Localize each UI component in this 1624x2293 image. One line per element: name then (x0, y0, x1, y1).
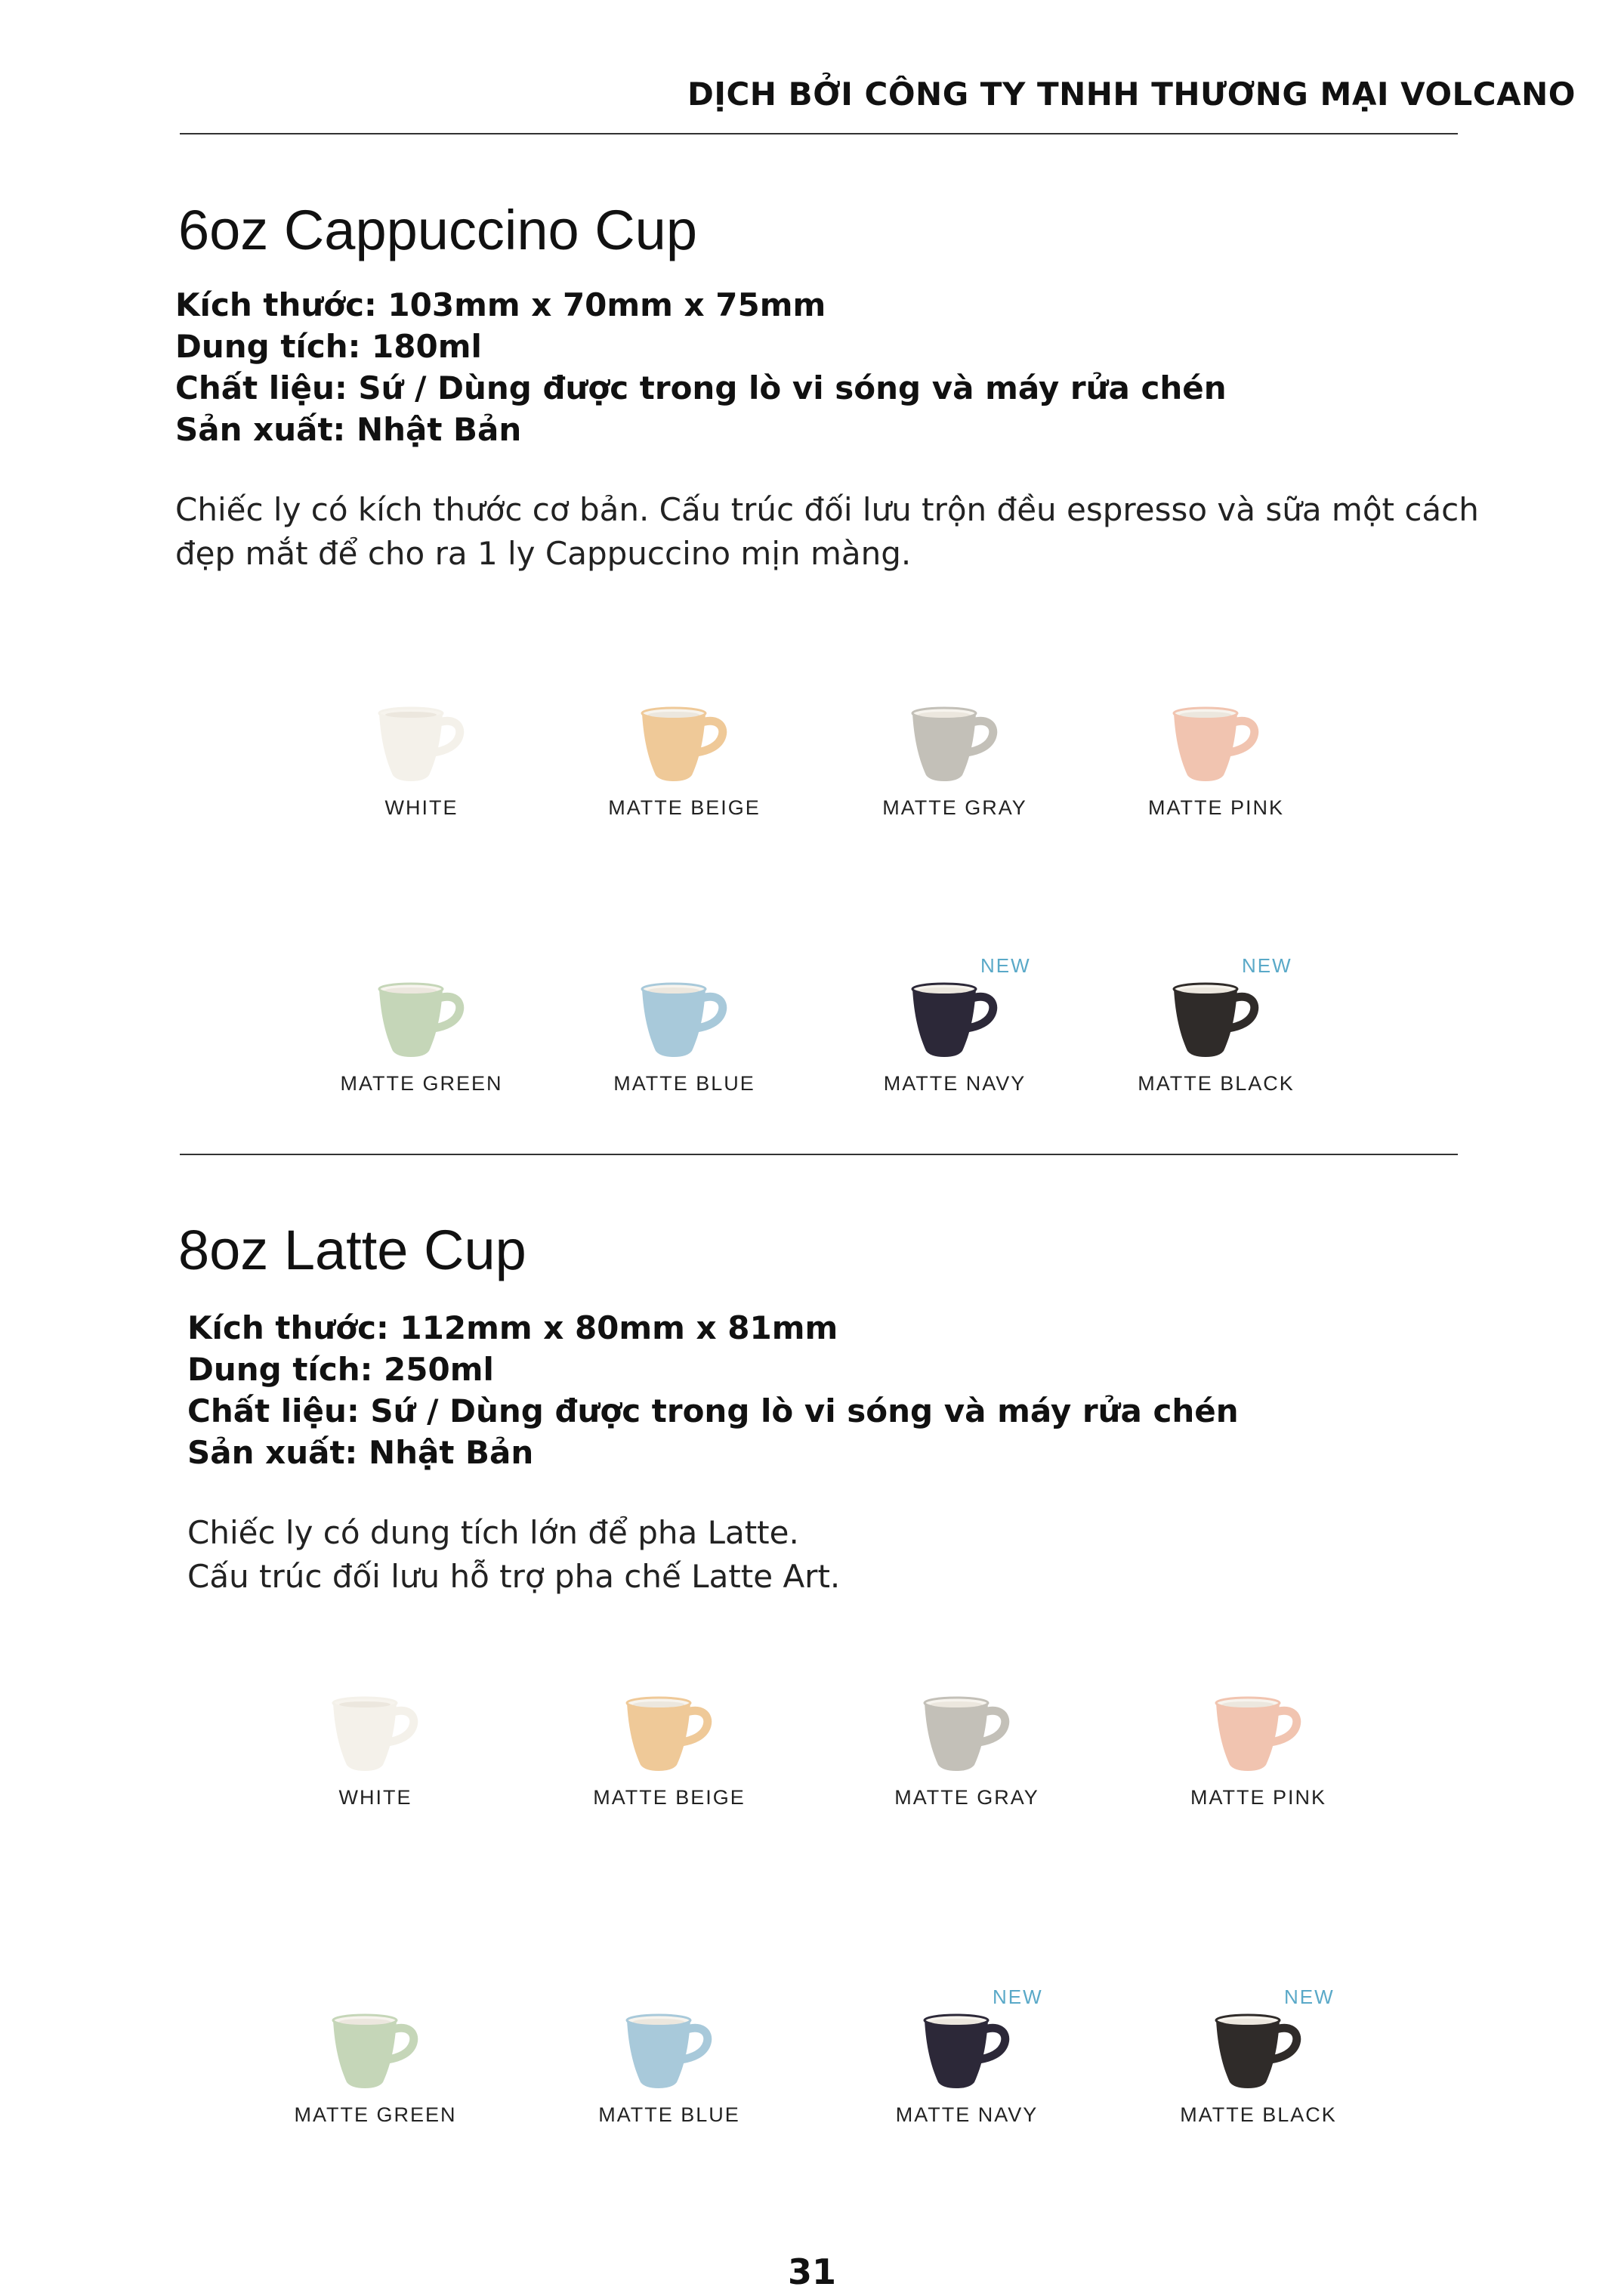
product-title: 8oz Latte Cup (178, 1219, 526, 1281)
cup-icon (369, 978, 474, 1062)
cup-icon (914, 1692, 1020, 1775)
color-swatch (571, 688, 798, 839)
cup-icon (369, 703, 474, 786)
product-description (175, 488, 1479, 576)
cup-icon (323, 2010, 428, 2093)
cup-icon (1163, 978, 1269, 1062)
color-swatch (1103, 954, 1329, 1114)
spec-line: Chất liệu: Sứ / Dùng được trong lò vi sóng và máy rửa chén (187, 1392, 1239, 1429)
color-swatch (841, 954, 1068, 1114)
cup-icon (631, 978, 737, 1062)
color-swatch (556, 1677, 783, 1828)
color-label: MATTE GRAY (894, 1786, 1039, 1809)
spec-line: Kích thước: 112mm x 80mm x 81mm (187, 1309, 838, 1346)
color-label: MATTE PINK (1190, 1786, 1326, 1809)
new-badge: NEW (1284, 1986, 1335, 2008)
product-specs (187, 1307, 1239, 1473)
color-swatch (1145, 1986, 1372, 2146)
cup-icon (616, 1692, 722, 1775)
color-swatch (1145, 1677, 1372, 1828)
description-line: Cấu trúc đối lưu hỗ trợ pha chế Latte Art. (187, 1558, 841, 1595)
new-badge: NEW (980, 954, 1031, 977)
color-label: MATTE BLACK (1180, 2103, 1337, 2126)
color-label: WHITE (384, 796, 458, 819)
color-swatch (308, 688, 535, 839)
cup-icon (1206, 2010, 1311, 2093)
color-swatch (571, 963, 798, 1114)
cup-icon (616, 2010, 722, 2093)
color-label: MATTE BEIGE (608, 796, 761, 819)
spec-line: Dung tích: 250ml (187, 1351, 494, 1388)
color-label: MATTE BEIGE (593, 1786, 746, 1809)
color-label: MATTE PINK (1147, 796, 1284, 819)
new-badge: NEW (993, 1986, 1043, 2008)
color-label: MATTE BLACK (1138, 1072, 1295, 1095)
color-swatch (262, 1677, 489, 1828)
divider (180, 133, 1458, 134)
spec-line: Sản xuất: Nhật Bản (175, 411, 522, 448)
page-number: 31 (787, 2251, 836, 2292)
divider (180, 1154, 1458, 1155)
color-label: WHITE (338, 1786, 412, 1809)
color-label: MATTE NAVY (895, 2103, 1039, 2126)
description-line: Chiếc ly có kích thước cơ bản. Cấu trúc đối lưu trộn đều espresso và sữa một cách (175, 491, 1479, 528)
spec-line: Dung tích: 180ml (175, 328, 482, 365)
cup-icon (902, 703, 1008, 786)
cup-icon (323, 1692, 428, 1775)
cup-icon (902, 978, 1008, 1062)
description-line: Chiếc ly có dung tích lớn để pha Latte. (187, 1514, 799, 1551)
cup-icon (914, 2010, 1020, 2093)
color-label: MATTE NAVY (883, 1072, 1027, 1095)
color-swatch (556, 1995, 783, 2146)
color-swatch (854, 1986, 1080, 2146)
color-label: MATTE BLUE (598, 2103, 740, 2126)
product-specs (175, 284, 1227, 450)
cup-icon (1206, 1692, 1311, 1775)
color-swatch (308, 963, 535, 1114)
color-label: MATTE GRAY (882, 796, 1027, 819)
color-swatch (854, 1677, 1080, 1828)
description-line: đẹp mắt để cho ra 1 ly Cappuccino mịn màng. (175, 535, 912, 572)
product-description (187, 1511, 840, 1599)
cup-icon (1163, 703, 1269, 786)
new-badge: NEW (1242, 954, 1292, 977)
color-swatch (262, 1995, 489, 2146)
color-swatch (1103, 688, 1329, 839)
color-label: MATTE GREEN (294, 2103, 457, 2126)
cup-icon (631, 703, 737, 786)
color-swatch (841, 688, 1068, 839)
spec-line: Sản xuất: Nhật Bản (187, 1434, 534, 1471)
color-label: MATTE GREEN (340, 1072, 503, 1095)
color-label: MATTE BLUE (613, 1072, 755, 1095)
spec-line: Chất liệu: Sứ / Dùng được trong lò vi sóng và máy rửa chén (175, 369, 1227, 406)
page-header: DỊCH BỞI CÔNG TY TNHH THƯƠNG MẠI VOLCANO (687, 76, 1576, 113)
spec-line: Kích thước: 103mm x 70mm x 75mm (175, 286, 826, 323)
product-title: 6oz Cappuccino Cup (178, 199, 697, 261)
